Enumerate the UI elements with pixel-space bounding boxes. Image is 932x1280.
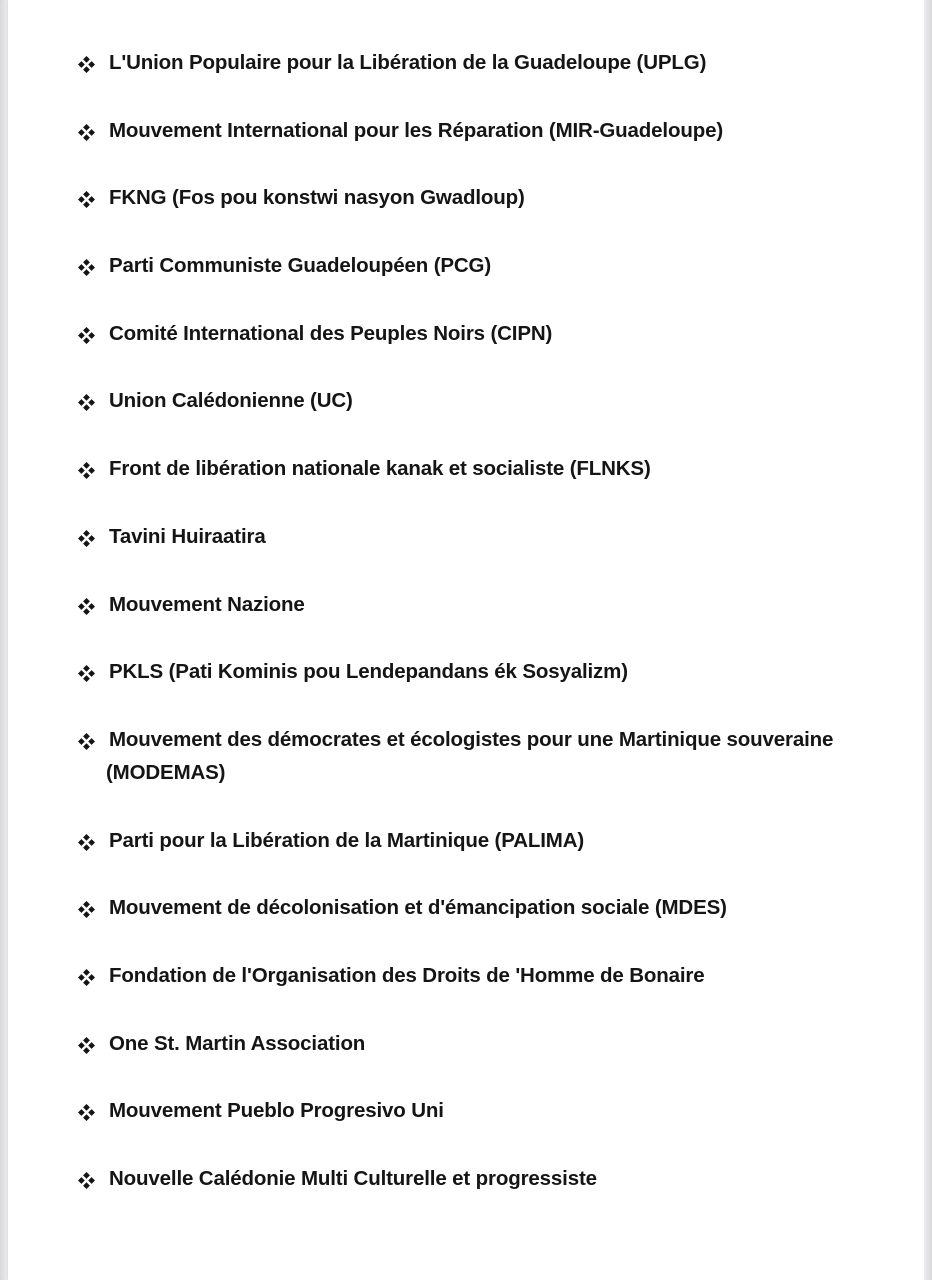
diamond-quad-bullet-icon	[78, 124, 95, 141]
diamond-quad-bullet-icon	[78, 394, 95, 411]
list-item-text: Tavini Huiraatira	[109, 524, 266, 548]
diamond-quad-bullet-icon	[78, 530, 95, 547]
list-item	[78, 1027, 898, 1060]
list-item-text: FKNG (Fos pou konstwi nasyon Gwadloup)	[109, 186, 525, 210]
diamond-quad-bullet-icon	[78, 327, 95, 344]
diamond-quad-bullet-icon	[78, 259, 95, 276]
list-item-text: Parti pour la Libération de la Martinique (PALIMA)	[109, 828, 585, 852]
page-edge-right	[924, 0, 932, 1280]
list-item	[78, 1162, 898, 1195]
list-item-text: Union Calédonienne (UC)	[109, 389, 353, 413]
list-item	[78, 959, 898, 992]
list-item	[78, 114, 898, 147]
list-item	[78, 181, 898, 214]
list-item-text: Nouvelle Calédonie Multi Culturelle et progressiste	[109, 1167, 597, 1190]
list-item-text: L'Union Populaire pour la Libération de la Guadeloupe (UPLG)	[109, 51, 707, 74]
list-item-text: Mouvement de décolonisation et d'émancipation sociale (MDES)	[109, 896, 727, 920]
diamond-quad-bullet-icon	[78, 1104, 95, 1121]
list-item	[78, 655, 898, 688]
list-item-text: Mouvement Pueblo Progresivo Uni	[109, 1099, 444, 1123]
page-edge-left	[0, 0, 8, 1280]
list-item-text: Mouvement International pour les Réparation (MIR-Guadeloupe)	[109, 118, 724, 142]
list-item	[78, 249, 898, 282]
diamond-quad-bullet-icon	[78, 1037, 95, 1054]
diamond-quad-bullet-icon	[78, 901, 95, 918]
diamond-quad-bullet-icon	[78, 733, 95, 750]
list-item	[78, 588, 898, 621]
list-item-text: Front de libération nationale kanak et socialiste (FLNKS)	[109, 457, 651, 481]
list-item	[78, 452, 898, 485]
list-item	[78, 891, 898, 924]
list-item	[78, 317, 898, 350]
list-item-text: Parti Communiste Guadeloupéen (PCG)	[109, 254, 492, 278]
organization-list	[78, 46, 898, 1230]
list-item-text: Mouvement Nazione	[109, 592, 305, 616]
list-item-text: Fondation de l'Organisation des Droits de 'Homme de Bonaire	[109, 963, 705, 987]
list-item-text: Comité International des Peuples Noirs (CIPN)	[109, 321, 553, 345]
list-item-text: One St. Martin Association	[109, 1031, 366, 1055]
diamond-quad-bullet-icon	[78, 598, 95, 615]
diamond-quad-bullet-icon	[78, 191, 95, 208]
list-item	[78, 384, 898, 417]
list-item	[78, 1094, 898, 1127]
document-page	[8, 0, 924, 1280]
diamond-quad-bullet-icon	[78, 969, 95, 986]
diamond-quad-bullet-icon	[78, 1172, 95, 1189]
diamond-quad-bullet-icon	[78, 834, 95, 851]
list-item-text: PKLS (Pati Kominis pou Lendepandans ék Sosyalizm)	[109, 660, 628, 684]
list-item	[78, 520, 898, 553]
list-item	[78, 824, 898, 857]
diamond-quad-bullet-icon	[78, 56, 95, 73]
list-item	[78, 46, 898, 79]
diamond-quad-bullet-icon	[78, 462, 95, 479]
list-item-text: Mouvement des démocrates et écologistes pour une Martinique souveraine (MODEMAS)	[106, 727, 834, 784]
diamond-quad-bullet-icon	[78, 665, 95, 682]
list-item	[78, 723, 898, 789]
